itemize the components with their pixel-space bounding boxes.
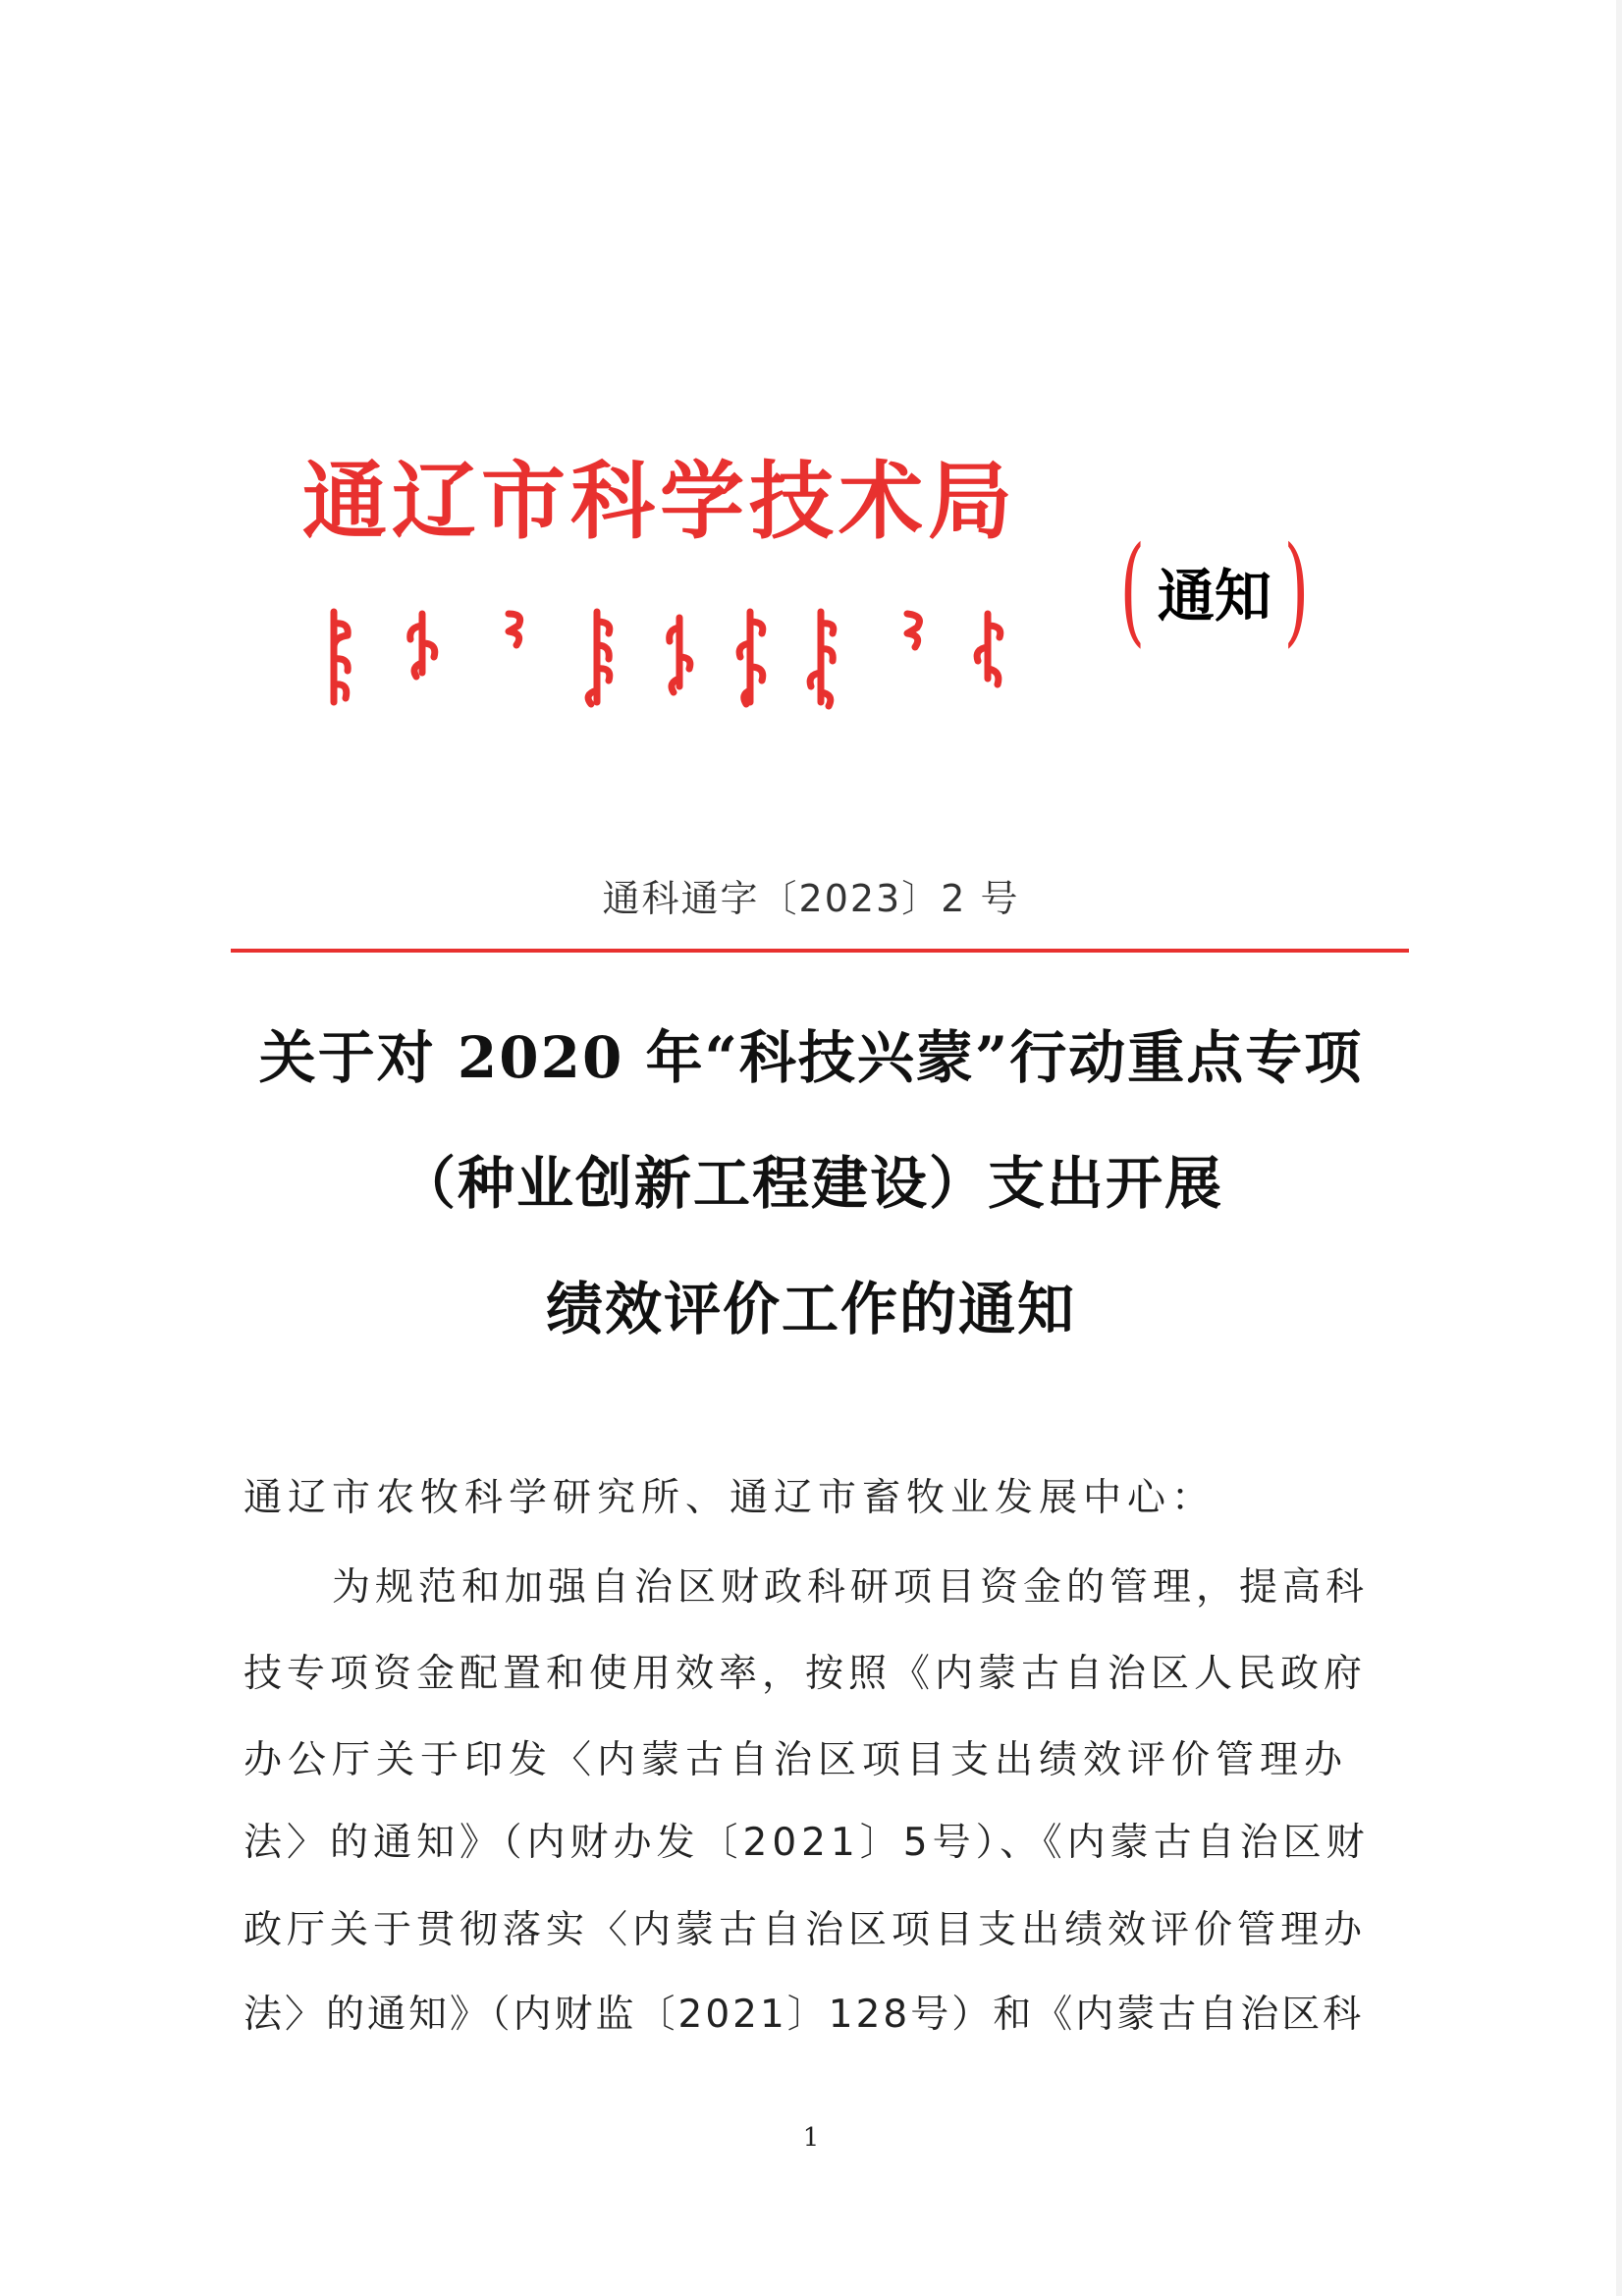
body-line-text: 为规范和加强自治区财政科研项目资金的管理，提高科 — [332, 1565, 1370, 1610]
body-line — [243, 1908, 1371, 1952]
mongolian-script-org-name — [324, 604, 1051, 712]
page-number: 1 — [802, 2123, 820, 2153]
close-paren: ) — [1283, 522, 1310, 659]
body-line-text: 法〉的通知》（内财办发〔2021〕5号）、《内蒙古自治区财 — [243, 1821, 1370, 1865]
body-line — [332, 1565, 1371, 1610]
body-line-text: 办公厅关于印发〈内蒙古自治区项目支出绩效评价管理办 — [243, 1738, 1349, 1782]
title-line-2: （种业创新工程建设）支出开展 — [398, 1150, 1223, 1217]
document-number: 通科通字〔2023〕2 号 — [602, 877, 1020, 920]
open-paren: ( — [1119, 522, 1146, 659]
red-divider-line — [231, 949, 1409, 953]
body-line-text: 法〉的通知》（内财监〔2021〕128号）和《内蒙古自治区科 — [243, 1993, 1365, 2037]
body-line-text: 技专项资金配置和使用效率，按照《内蒙古自治区人民政府 — [243, 1652, 1368, 1696]
body-line — [243, 1821, 1371, 1865]
doc-type-label: 通知 — [1157, 563, 1271, 629]
body-line — [243, 1738, 1371, 1782]
letterhead-org-name: 通辽市科学技术局 — [302, 452, 1017, 551]
doc-type-badge — [1109, 522, 1320, 659]
salutation: 通辽市农牧科学研究所、通辽市畜牧业发展中心： — [243, 1476, 1216, 1520]
title-line-3: 绩效评价工作的通知 — [545, 1276, 1076, 1342]
body-line — [243, 1993, 1371, 2037]
page-edge — [1616, 0, 1622, 2296]
title-line-1: 关于对 2020 年“科技兴蒙”行动重点专项 — [258, 1024, 1364, 1091]
body-line — [243, 1652, 1371, 1696]
body-line-text: 政厅关于贯彻落实〈内蒙古自治区项目支出绩效评价管理办 — [243, 1908, 1368, 1952]
